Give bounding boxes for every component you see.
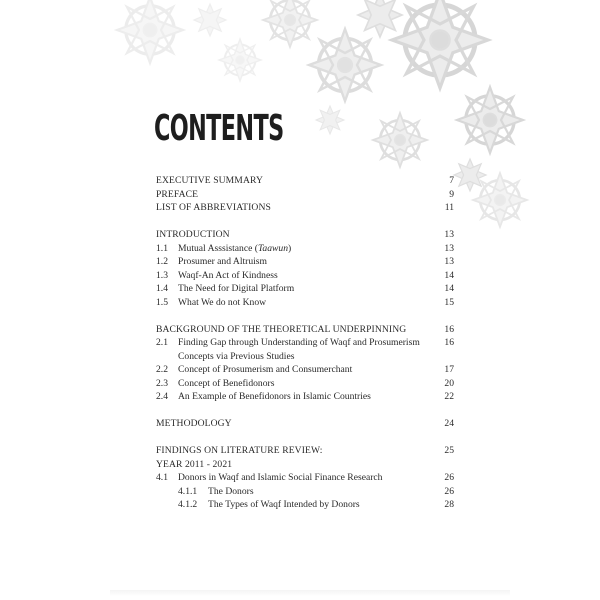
toc-page-number: 17	[444, 364, 454, 375]
toc-entry-label: What We do not Know	[178, 296, 267, 308]
toc-entry-label: Donors in Waqf and Islamic Social Finance Research	[178, 472, 383, 483]
toc-page-number: 14	[444, 283, 454, 294]
toc-entry-abbreviations[interactable]	[156, 201, 454, 215]
toc-entry-label: Concept of Benefidonors	[178, 377, 275, 389]
page-bottom-edge	[110, 590, 510, 596]
toc-page-number: 16	[444, 337, 454, 348]
toc-section-1-1[interactable]	[156, 242, 454, 256]
toc-entry-preface[interactable]	[156, 188, 454, 202]
toc-entry-label: PREFACE	[156, 188, 199, 200]
toc-section-2-3[interactable]	[156, 377, 454, 391]
table-of-contents	[156, 174, 454, 512]
toc-chapter-methodology[interactable]	[156, 417, 454, 431]
toc-page-number: 26	[444, 472, 454, 483]
toc-entry-label: Waqf-An Act of Kindness	[178, 269, 278, 281]
toc-section-number: 4.1.2	[178, 499, 198, 510]
toc-entry-label: FINDINGS ON LITERATURE REVIEW: YEAR 2011 - 2021	[156, 445, 323, 470]
toc-section-number: 1.4	[156, 283, 168, 294]
toc-entry-executive-summary[interactable]	[156, 174, 454, 188]
toc-section-number: 4.1	[156, 472, 168, 483]
toc-section-number: 2.4	[156, 391, 168, 402]
toc-page-number: 13	[444, 229, 454, 240]
toc-page-number: 13	[444, 242, 454, 254]
toc-chapter-findings[interactable]	[156, 444, 454, 471]
toc-entry-label: An Example of Benefidonors in Islamic Countries	[178, 391, 371, 402]
toc-section-2-4[interactable]	[156, 390, 454, 404]
toc-page-number: 9	[449, 188, 454, 200]
toc-entry-label: The Need for Digital Platform	[178, 283, 295, 294]
toc-section-1-3[interactable]	[156, 269, 454, 283]
toc-page-number: 20	[444, 377, 454, 389]
toc-section-1-4[interactable]	[156, 282, 454, 296]
toc-section-1-5[interactable]	[156, 296, 454, 310]
toc-page-number: 13	[444, 256, 454, 267]
toc-entry-label: The Donors	[208, 485, 254, 497]
toc-chapter-background[interactable]	[156, 323, 454, 337]
toc-section-number: 1.3	[156, 269, 168, 281]
toc-page-number: 7	[449, 175, 454, 186]
toc-subsection-4-1-1[interactable]	[156, 485, 454, 499]
toc-entry-label: METHODOLOGY	[156, 418, 232, 429]
toc-entry-label: The Types of Waqf Intended by Donors	[208, 499, 360, 510]
toc-entry-label: Prosumer and Altruism	[178, 256, 268, 267]
toc-page-number: 15	[444, 296, 454, 308]
toc-page-number: 16	[444, 323, 454, 335]
toc-entry-label: Finding Gap through Understanding of Waqf and Prosumerism Concepts via Previous Studies	[178, 337, 420, 362]
toc-section-number: 2.1	[156, 337, 168, 348]
toc-section-number: 1.2	[156, 256, 168, 267]
toc-section-number: 1.5	[156, 296, 168, 308]
toc-section-number: 2.2	[156, 364, 168, 375]
toc-section-4-1[interactable]	[156, 471, 454, 485]
toc-entry-label: Concept of Prosumerism and Consumerchant	[178, 364, 353, 375]
toc-entry-label: BACKGROUND OF THE THEORETICAL UNDERPINNING	[156, 323, 407, 335]
toc-section-number: 2.3	[156, 377, 168, 389]
toc-section-number: 1.1	[156, 242, 168, 254]
toc-page-number: 26	[444, 485, 454, 497]
toc-section-number: 4.1.1	[178, 485, 198, 497]
toc-page-number: 28	[444, 499, 454, 510]
toc-entry-label: Mutual Asssistance (Taawun)	[178, 242, 292, 254]
toc-entry-label: LIST OF ABBREVIATIONS	[156, 202, 271, 213]
toc-section-2-2[interactable]	[156, 363, 454, 377]
toc-chapter-introduction[interactable]	[156, 228, 454, 242]
toc-subsection-4-1-2[interactable]	[156, 498, 454, 512]
toc-section-2-1[interactable]	[156, 336, 454, 363]
toc-page-number: 24	[444, 418, 454, 429]
toc-page-number: 25	[444, 445, 454, 456]
toc-page-number: 11	[444, 202, 454, 213]
toc-entry-label: INTRODUCTION	[156, 229, 230, 240]
toc-entry-label: EXECUTIVE SUMMARY	[156, 175, 263, 186]
toc-page-number: 22	[444, 391, 454, 402]
page-title: CONTENTS	[154, 108, 284, 149]
toc-page-number: 14	[444, 269, 454, 281]
toc-section-1-2[interactable]	[156, 255, 454, 269]
